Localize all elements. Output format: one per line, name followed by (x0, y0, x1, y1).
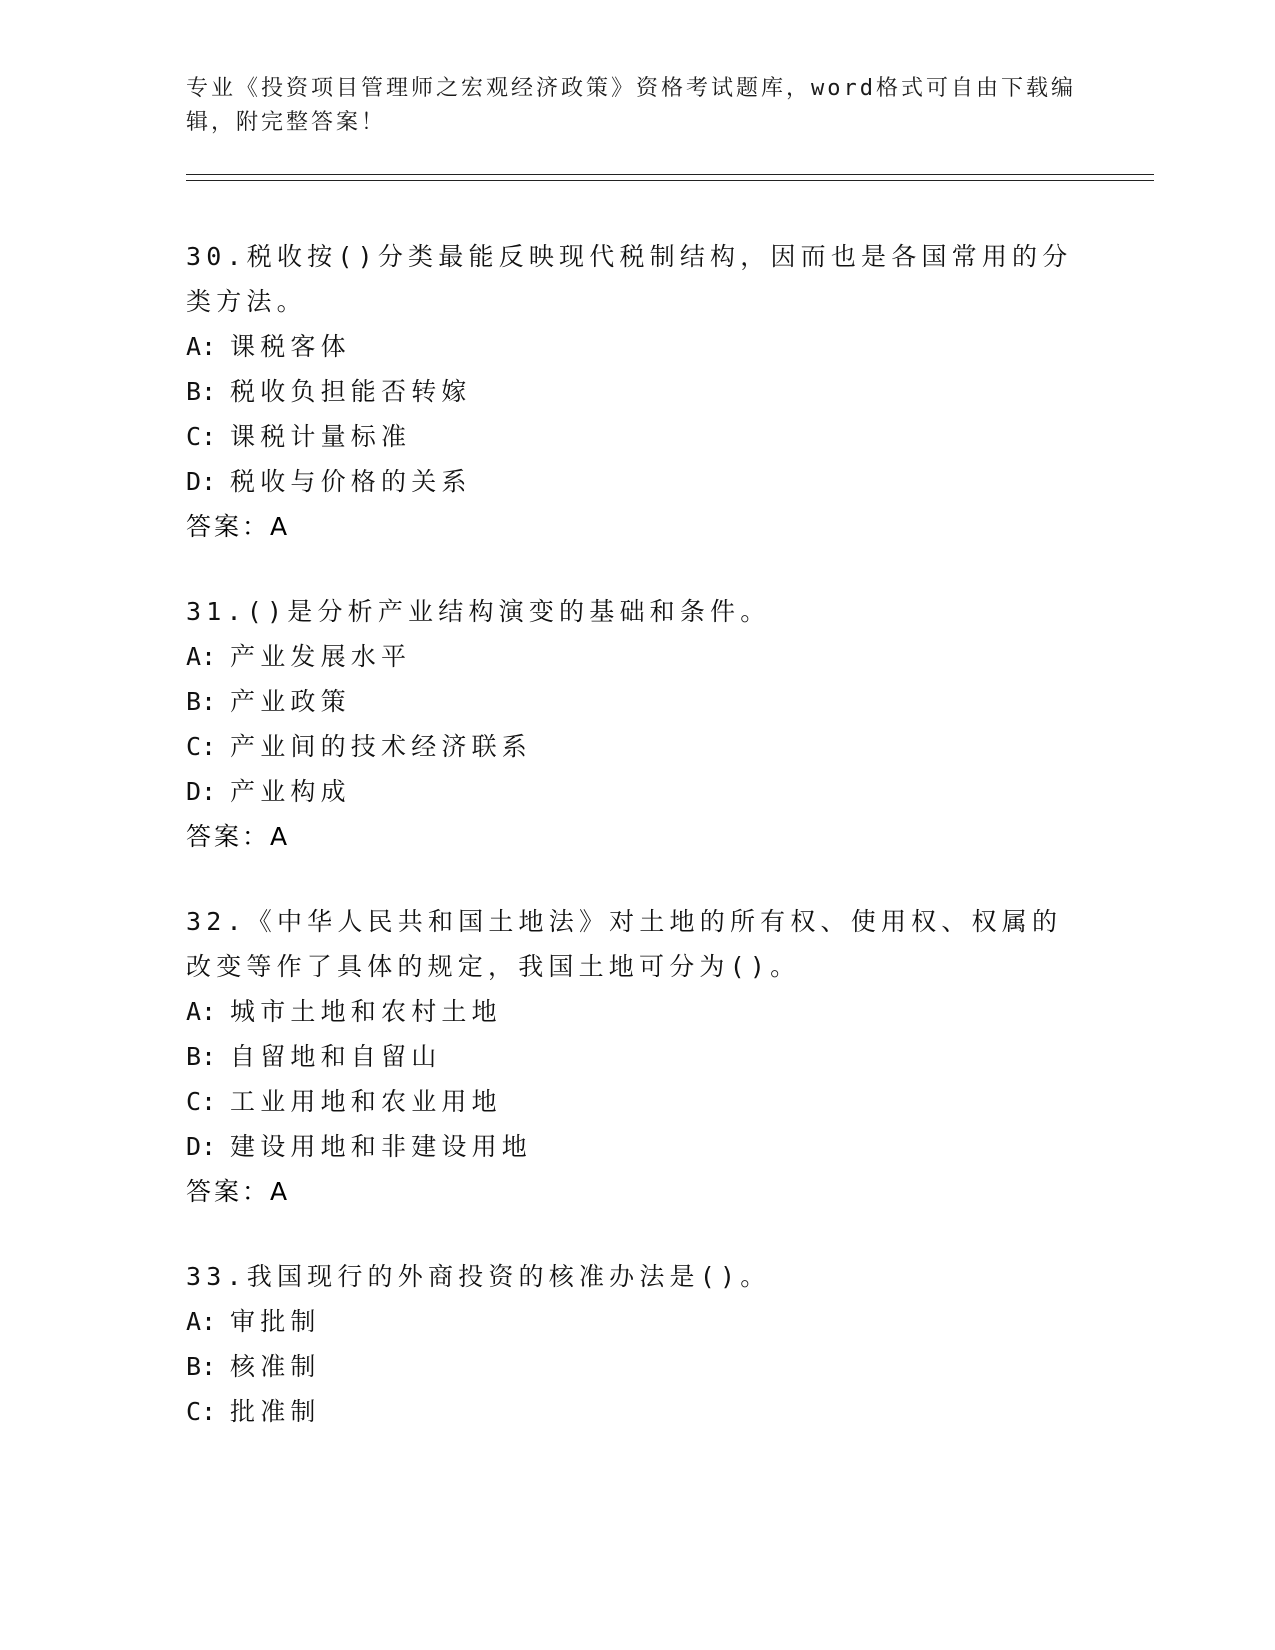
option-b (186, 369, 1086, 414)
answer-line (186, 504, 1086, 549)
option-text: 课税计量标准 (230, 422, 412, 451)
option-a (186, 989, 1086, 1034)
option-text: 核准制 (230, 1352, 321, 1381)
document-header: 专业《投资项目管理师之宏观经济政策》资格考试题库，word格式可自由下载编辑，附完整答案！ (186, 76, 1076, 135)
answer-line (186, 814, 1086, 859)
option-text: 课税客体 (230, 332, 351, 361)
option-key: A: (186, 997, 217, 1026)
question-item (186, 1254, 1086, 1434)
option-text: 审批制 (230, 1307, 321, 1336)
option-a (186, 324, 1086, 369)
option-d (186, 769, 1086, 814)
header-divider-bottom (186, 180, 1154, 181)
question-item (186, 899, 1086, 1214)
option-key: C: (186, 1087, 217, 1116)
option-b (186, 679, 1086, 724)
option-d (186, 459, 1086, 504)
option-text: 城市土地和农村土地 (230, 997, 502, 1026)
option-b (186, 1344, 1086, 1389)
option-key: B: (186, 377, 217, 406)
answer-line (186, 1169, 1086, 1214)
option-text: 批准制 (230, 1397, 321, 1426)
option-key: A: (186, 642, 217, 671)
option-key: D: (186, 1132, 217, 1161)
option-key: D: (186, 467, 217, 496)
question-text: 30.税收按()分类最能反映现代税制结构，因而也是各国常用的分类方法。 (186, 242, 1073, 316)
answer-label: 答案： (186, 512, 271, 541)
option-text: 工业用地和农业用地 (230, 1087, 502, 1116)
question-text: 33.我国现行的外商投资的核准办法是()。 (186, 1262, 771, 1291)
option-key: C: (186, 422, 217, 451)
question-item (186, 234, 1086, 549)
option-text: 建设用地和非建设用地 (230, 1132, 533, 1161)
answer-value: A (270, 822, 288, 851)
answer-label: 答案： (186, 1177, 271, 1206)
option-c (186, 1389, 1086, 1434)
option-key: C: (186, 1397, 217, 1426)
option-d (186, 1124, 1086, 1169)
option-text: 产业构成 (230, 777, 351, 806)
option-c (186, 1079, 1086, 1124)
option-text: 税收负担能否转嫁 (230, 377, 472, 406)
option-c (186, 414, 1086, 459)
option-text: 自留地和自留山 (230, 1042, 442, 1071)
option-key: A: (186, 1307, 217, 1336)
answer-value: A (270, 1177, 288, 1206)
option-key: B: (186, 687, 217, 716)
option-key: B: (186, 1352, 217, 1381)
option-text: 税收与价格的关系 (230, 467, 472, 496)
question-text: 32.《中华人民共和国土地法》对土地的所有权、使用权、权属的改变等作了具体的规定，我国土地可分为()。 (186, 907, 1063, 981)
option-key: B: (186, 1042, 217, 1071)
option-b (186, 1034, 1086, 1079)
option-text: 产业发展水平 (230, 642, 412, 671)
option-a (186, 1299, 1086, 1344)
question-list (186, 234, 1086, 1474)
option-c (186, 724, 1086, 769)
answer-label: 答案： (186, 822, 271, 851)
option-key: C: (186, 732, 217, 761)
option-key: D: (186, 777, 217, 806)
option-text: 产业间的技术经济联系 (230, 732, 533, 761)
option-text: 产业政策 (230, 687, 351, 716)
option-a (186, 634, 1086, 679)
question-item (186, 589, 1086, 859)
option-key: A: (186, 332, 217, 361)
question-text: 31.()是分析产业结构演变的基础和条件。 (186, 597, 771, 626)
answer-value: A (270, 512, 288, 541)
header-divider-top (186, 174, 1154, 175)
